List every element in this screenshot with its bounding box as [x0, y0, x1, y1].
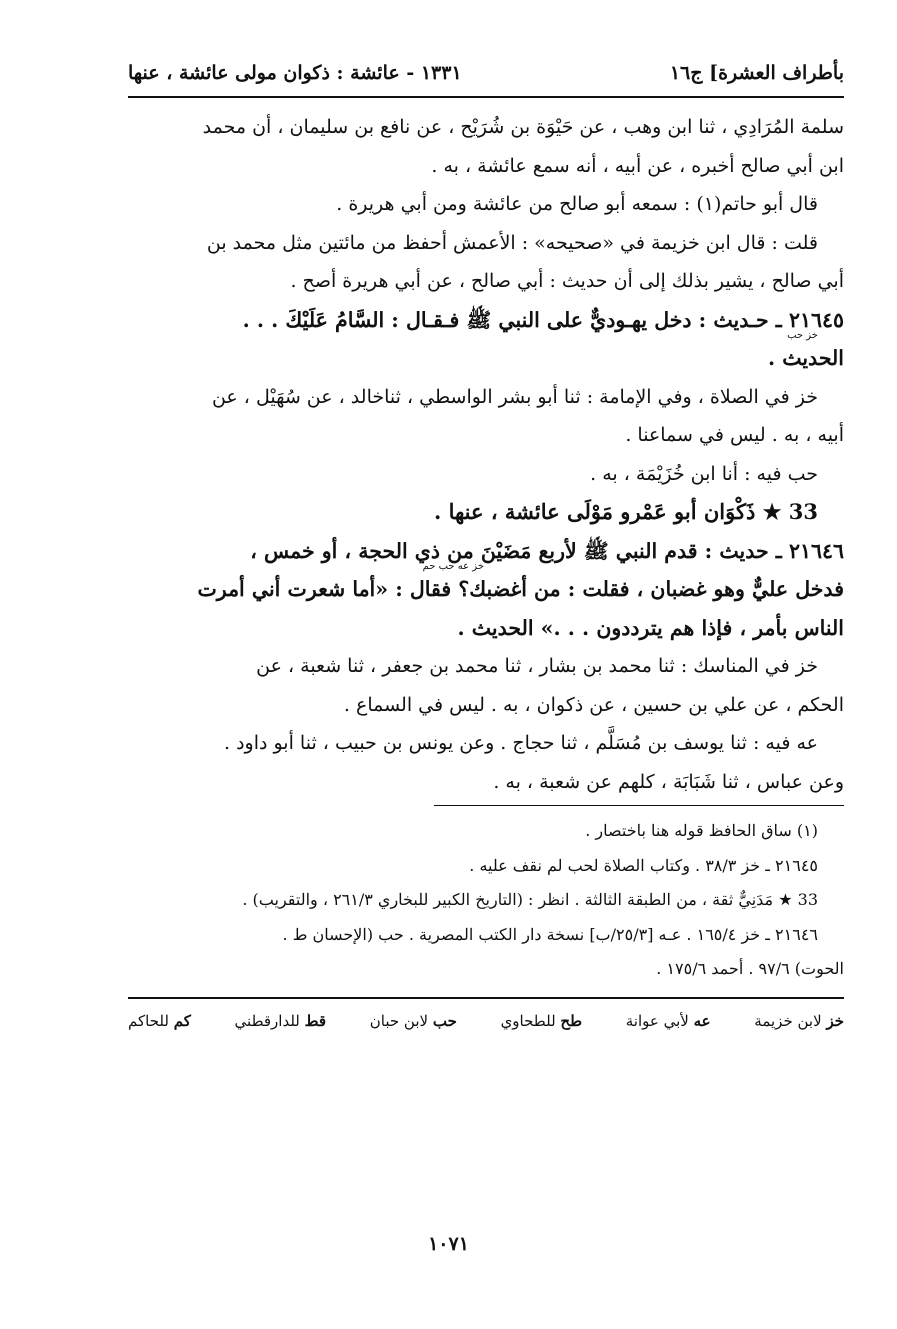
- text-line: الحديث .: [767, 346, 844, 370]
- paragraph: [128, 224, 844, 301]
- text-line: ٢١٦٤٦ ـ خز ١٦٥/٤ . عـه [٢٥/٣/ب] نسخة دار الكتب المصرية . حب (الإحسان ط .: [282, 924, 818, 944]
- hadith-heading: ٢١٦٤٦ ـ حديث : قدم النبي ﷺ لأربع مَضَيْنَ من ذي الحجة ، أو خمس ،: [250, 538, 844, 563]
- text-line: وعن عباس ، ثنا شَبَابَة ، كلهم عن شعبة ، به .: [493, 770, 844, 793]
- paragraph: قال أبو حاتم(١) : سمعه أبو صالح من عائشة ومن أبي هريرة .: [336, 193, 818, 215]
- footnote: (١) ساق الحافظ قوله هنا باختصار .: [585, 821, 818, 840]
- narrator-heading: 33 ★ ذَكْوَان أبو عَمْرو مَوْلَى عائشة ، عنها .: [433, 499, 818, 524]
- source-symbols: خز عه حب حم: [422, 561, 484, 572]
- text-line: خز في المناسك : ثنا محمد بن بشار ، ثنا محمد بن جعفر ، ثنا شعبة ، عن: [256, 655, 818, 677]
- text-line: قلت : قال ابن خزيمة في «صحيحه» : الأعمش أحفظ من مائتين مثل محمد بن: [206, 231, 818, 254]
- running-header: [128, 58, 844, 88]
- footnotes: [128, 814, 844, 987]
- document-page: [128, 58, 844, 1039]
- header-rule: [128, 96, 844, 98]
- footnote-rule: [434, 805, 844, 806]
- text-line: عه فيه : ثنا يوسف بن مُسَلَّم ، ثنا حجاج . وعن يونس بن حبيب ، ثنا أبو داود .: [224, 732, 818, 754]
- paragraph: حب فيه : أنا ابن خُزَيْمَة ، به .: [590, 462, 818, 485]
- text-line: الناس بأمر ، فإذا هم يترددون . . .» الحديث .: [457, 615, 844, 640]
- main-text: [128, 108, 844, 801]
- paragraph: [128, 108, 844, 185]
- legend-item: حب لابن حبان: [369, 1011, 457, 1030]
- legend-item: خز لابن خزيمة: [754, 1011, 844, 1030]
- text-line: فدخل عليٌّ وهو غضبان ، فقلت : من أغضبك؟ فقال : «أما شعرت أني أمرت: [197, 577, 844, 601]
- text-line: أبيه ، به . ليس في سماعنا .: [625, 424, 844, 446]
- text-line: سلمة المُرَادِي ، ثنا ابن وهب ، عن حَيْوَة بن شُرَيْح ، عن نافع بن سليمان ، أن محمد: [202, 116, 844, 138]
- hadith-heading: ٢١٦٤٥ ـ حـديث : دخل يهـوديٌّ على النبي ﷺ فـقـال : السَّامُ عَلَيْكَ . . .: [242, 307, 844, 332]
- paragraph: [128, 724, 844, 801]
- paragraph: [128, 647, 844, 724]
- text-line: خز في الصلاة ، وفي الإمامة : ثنا أبو بشر الواسطي ، ثناخالد ، عن سُهَيْل ، عن: [211, 385, 818, 408]
- text-line: الحكم ، عن علي بن حسين ، عن ذكوان ، به . ليس في السماع .: [343, 693, 844, 716]
- legend-item: طح للطحاوي: [500, 1011, 583, 1030]
- hadith-entry: [128, 532, 844, 648]
- header-book-title: بأطراف العشرة] ج١٦: [669, 62, 844, 84]
- hadith-entry: [128, 301, 844, 378]
- footnote: ٢١٦٤٥ ـ خز ٣٨/٣ . وكتاب الصلاة لحب لم نقف عليه .: [469, 855, 818, 875]
- text-line: أبي صالح ، يشير بذلك إلى أن حديث : أبي صالح ، عن أبي هريرة أصح .: [290, 270, 844, 292]
- legend-item: عه لأبي عوانة: [625, 1011, 711, 1030]
- text-line: الحوت) ٩٧/٦ . أحمد ١٧٥/٦ .: [656, 959, 844, 978]
- paragraph: [128, 378, 844, 455]
- page-number: ١٠٧١: [428, 1233, 469, 1255]
- legend-item: قط للدارقطني: [234, 1011, 327, 1030]
- source-symbols: خز حب: [787, 330, 818, 341]
- text-line: ابن أبي صالح أخبره ، عن أبيه ، أنه سمع عائشة ، به .: [431, 154, 844, 177]
- legend-rule: [128, 997, 844, 999]
- abbreviation-legend: [128, 1003, 844, 1039]
- footnote: [128, 918, 844, 987]
- legend-item: كم للحاكم: [128, 1011, 191, 1030]
- header-section-title: ١٣٣١ - عائشة : ذكوان مولى عائشة ، عنها: [128, 62, 462, 84]
- footnote: 33 ★ مَدَنِيٌّ ثقة ، من الطبقة الثالثة . انظر : (التاريخ الكبير للبخاري ٢٦١/٣ ، والتقريب) .: [242, 890, 818, 909]
